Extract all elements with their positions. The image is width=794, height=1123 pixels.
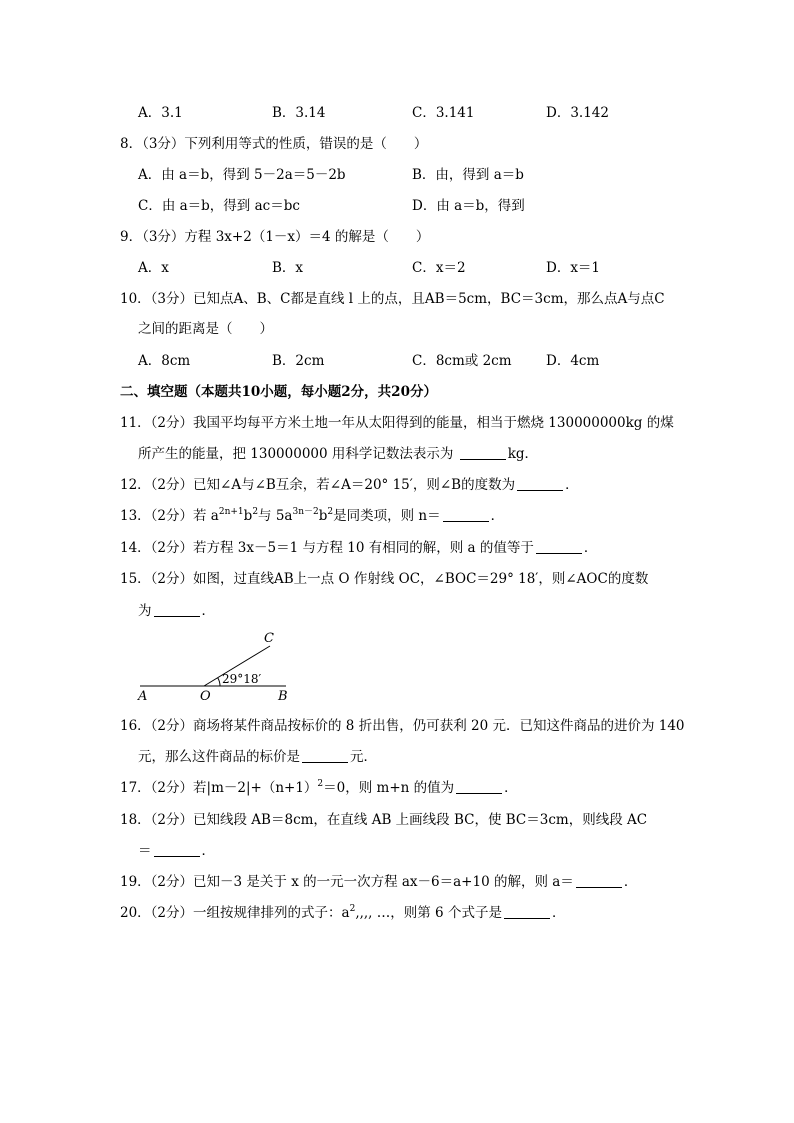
q9-option-c: C．x＝2	[412, 260, 466, 276]
q14-line	[120, 539, 597, 557]
q11-line2	[138, 445, 538, 463]
q20-exp: 2	[349, 904, 356, 914]
q8-option-c: C．由 a＝b，得到 ac＝bc	[138, 198, 300, 214]
q8-option-b: B．由，得到 a＝b	[412, 167, 524, 183]
q13-answer-blank[interactable]	[443, 509, 489, 522]
q10-option-c: C．8cm或 2cm	[412, 353, 512, 369]
q12-period: ．	[565, 477, 579, 493]
q17-answer-blank[interactable]	[456, 781, 502, 794]
label-o: O	[200, 689, 211, 704]
q9-option-b: B．x	[272, 260, 304, 276]
q18-period: ．	[201, 843, 215, 859]
q10-option-b: B．2cm	[272, 353, 325, 369]
q13-exp3: 3n－2	[292, 507, 319, 517]
q13-text-c: 与 5a	[258, 508, 293, 524]
q17-exp: 2	[317, 779, 324, 789]
q8-stem: 8．（3分）下列利用等式的性质，错误的是（ ）	[120, 136, 428, 152]
q7-option-c: C．3.141	[412, 105, 475, 121]
q18-line1: 18．（2分）已知线段 AB＝8cm，在直线 AB 上画线段 BC，使 BC＝3cm，则线段 AC	[120, 812, 648, 828]
q17-period: ．	[504, 780, 518, 796]
q14-period: ．	[583, 540, 598, 556]
q18-text: ＝	[138, 843, 152, 859]
q17-line	[120, 779, 518, 797]
q13-text-d: b	[318, 508, 328, 524]
q13-text-a: 13．（2分）若 a	[120, 508, 219, 524]
q15-angle-figure	[136, 628, 306, 708]
q7-option-a: A．3.1	[138, 105, 183, 121]
q15-line2	[138, 602, 215, 620]
q12-text: 12．（2分）已知∠A与∠B互余，若∠A＝20° 15′，则∠B的度数为	[120, 477, 516, 493]
q15-answer-blank[interactable]	[154, 604, 200, 617]
q15-text: 为	[138, 603, 152, 619]
label-a: A	[138, 689, 148, 704]
q15-line1: 15．（2分）如图，过直线AB上一点 O 作射线 OC，∠BOC＝29° 18′，则∠AOC的度数	[120, 571, 649, 587]
label-b: B	[278, 689, 288, 704]
label-c: C	[264, 631, 274, 646]
q11-answer-blank[interactable]	[460, 447, 506, 460]
q13-text-e: 是同类项，则 n＝	[333, 508, 441, 524]
q16-answer-blank[interactable]	[302, 750, 348, 763]
q7-option-b: B．3.14	[272, 105, 326, 121]
q10-option-a: A．8cm	[138, 353, 191, 369]
q14-text: 14．（2分）若方程 3x－5＝1 与方程 10 有相同的解，则 a 的值等于	[120, 540, 534, 556]
q8-option-a: A．由 a＝b，得到 5－2a＝5－2b	[138, 167, 346, 183]
q14-answer-blank[interactable]	[536, 541, 582, 554]
angle-arc	[218, 678, 220, 686]
q16-line2	[138, 748, 377, 766]
q11-line1: 11．（2分）我国平均每平方米土地一年从太阳得到的能量，相当于燃烧 130000000kg 的煤	[120, 415, 674, 431]
q13-text-b: b	[243, 508, 253, 524]
q20-answer-blank[interactable]	[504, 906, 550, 919]
q11-text: 所产生的能量，把 130000000 用科学记数法表示为	[138, 446, 454, 462]
section2-title: 二、填空题（本题共10小题，每小题2分，共20分）	[120, 384, 437, 400]
q16-line1: 16．（2分）商场将某件商品按标价的 8 折出售，仍可获利 20 元．已知这件商品的进价为 140	[120, 718, 685, 734]
q19-line	[120, 873, 637, 891]
q19-period: ．	[623, 874, 638, 890]
q10-stem-line1: 10．（3分）已知点A、B、C都是直线 l 上的点，且AB＝5cm，BC＝3cm，那么点A与点C	[120, 291, 665, 307]
q13-exp1: 2n+1	[218, 507, 244, 517]
q13-period: ．	[490, 508, 505, 524]
q12-answer-blank[interactable]	[517, 478, 563, 491]
q13-line	[120, 507, 504, 525]
q17-text-a: 17．（2分）若|m－2|+（n+1）	[120, 780, 318, 796]
q19-answer-blank[interactable]	[576, 875, 622, 888]
q15-period: ．	[201, 603, 215, 619]
label-angle: 29°18′	[222, 672, 262, 686]
q17-text-b: ＝0，则 m+n 的值为	[323, 780, 455, 796]
q18-line2	[138, 842, 215, 860]
q9-stem: 9．（3分）方程 3x+2（1－x）＝4 的解是（ ）	[120, 229, 430, 245]
q8-option-d: D．由 a＝b，得到	[412, 198, 525, 214]
q16-unit: 元．	[350, 749, 377, 765]
q19-text: 19．（2分）已知－3 是关于 x 的一元一次方程 ax－6＝a+10 的解，则 a＝	[120, 874, 574, 890]
q12-line	[120, 476, 579, 494]
q10-stem-line2: 之间的距离是（ ）	[138, 321, 273, 337]
q20-text-a: 20．（2分）一组按规律排列的式子：a	[120, 905, 350, 921]
q16-text: 元，那么这件商品的标价是	[138, 749, 300, 765]
q20-line	[120, 904, 565, 922]
q9-option-d: D．x＝1	[546, 260, 601, 276]
q11-unit: kg．	[507, 446, 539, 462]
q10-option-d: D．4cm	[546, 353, 600, 369]
q13-exp2: 2	[252, 507, 259, 517]
q13-exp4: 2	[327, 507, 334, 517]
q20-text-b: ,,,, …，则第 6 个式子是	[355, 905, 502, 921]
q18-answer-blank[interactable]	[154, 844, 200, 857]
q20-period: ．	[551, 905, 566, 921]
q9-option-a: A．x	[138, 260, 169, 276]
q7-option-d: D．3.142	[546, 105, 609, 121]
